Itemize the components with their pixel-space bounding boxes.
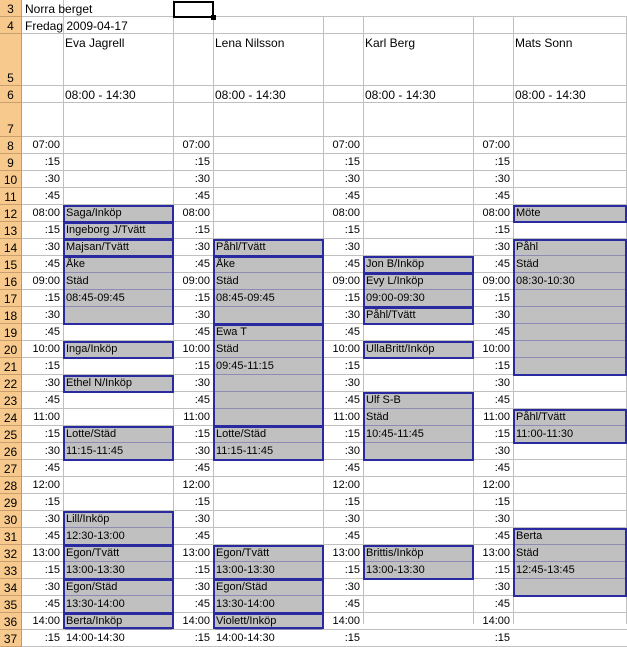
appointment-text: Påhl/Tvätt <box>516 411 566 423</box>
staff-name: Lena Nilsson <box>215 36 285 50</box>
time-slot: :30 <box>44 309 60 321</box>
time-slot: :45 <box>44 394 60 406</box>
time-slot: :30 <box>344 241 360 253</box>
appointment-text: Egon/Städ <box>66 581 118 593</box>
time-slot: :15 <box>494 292 510 304</box>
row-header[interactable]: 29 <box>0 494 22 511</box>
time-slot: :30 <box>44 173 60 185</box>
appointment-text: 13:00-13:30 <box>66 564 125 576</box>
sheet-title: Norra berget <box>25 2 93 16</box>
row-header[interactable]: 17 <box>0 290 22 307</box>
time-slot: :30 <box>44 581 60 593</box>
appointment-text: 08:30-10:30 <box>516 275 575 287</box>
appointment-text: Ingeborg J/Tvätt <box>66 224 146 236</box>
appointment-text: Påhl <box>516 241 539 253</box>
time-slot: :45 <box>494 394 510 406</box>
time-slot: :45 <box>44 258 60 270</box>
appointment-text: 09:00-09:30 <box>366 292 425 304</box>
time-slot: :30 <box>194 513 210 525</box>
time-slot: :45 <box>194 326 210 338</box>
time-slot: 12:00 <box>182 479 210 491</box>
appointment-row-divider <box>515 306 626 307</box>
staff-shift: 08:00 - 14:30 <box>515 88 586 102</box>
time-slot: :15 <box>44 496 60 508</box>
time-slot: :15 <box>194 428 210 440</box>
row-header[interactable]: 20 <box>0 341 22 358</box>
appointment-text: Brittis/Inköp <box>366 547 424 559</box>
row-header[interactable]: 4 <box>0 17 22 34</box>
time-slot: :15 <box>44 360 60 372</box>
time-slot: :15 <box>344 496 360 508</box>
time-slot: 10:00 <box>32 343 60 355</box>
time-slot: :45 <box>344 462 360 474</box>
row-header[interactable]: 27 <box>0 460 22 477</box>
time-slot: :15 <box>494 156 510 168</box>
row-header[interactable]: 5 <box>0 34 22 86</box>
time-slot: :45 <box>194 598 210 610</box>
time-slot: :15 <box>44 428 60 440</box>
time-slot: :15 <box>494 360 510 372</box>
appointment-row-divider <box>215 374 322 375</box>
time-slot: :15 <box>194 156 210 168</box>
staff-name: Eva Jagrell <box>65 36 125 50</box>
appointment-text: 11:00-11:30 <box>516 428 574 440</box>
time-slot: :45 <box>494 326 510 338</box>
active-cell-cursor[interactable] <box>173 1 214 18</box>
staff-name: Karl Berg <box>365 36 416 50</box>
appointment-text: Städ <box>216 343 239 355</box>
time-slot: :30 <box>344 309 360 321</box>
row-header[interactable]: 33 <box>0 562 22 579</box>
time-slot: 10:00 <box>182 343 210 355</box>
appointment-row-divider <box>365 442 472 443</box>
row-header[interactable]: 3 <box>0 0 22 17</box>
appointment-text: 13:00-13:30 <box>366 564 425 576</box>
time-slot: :15 <box>494 224 510 236</box>
appointment-text: Lill/Inköp <box>66 513 110 525</box>
time-slot: :30 <box>344 377 360 389</box>
time-slot: :45 <box>494 530 510 542</box>
row-header[interactable]: 11 <box>0 188 22 205</box>
time-slot: :30 <box>194 377 210 389</box>
appointment-text: Ethel N/Inköp <box>66 377 133 389</box>
row-header[interactable]: 16 <box>0 273 22 290</box>
time-slot: :15 <box>494 428 510 440</box>
row-header[interactable]: 28 <box>0 477 22 494</box>
row-header[interactable]: 36 <box>0 613 22 630</box>
appointment-text: Egon/Tvätt <box>66 547 120 559</box>
row-header[interactable]: 24 <box>0 409 22 426</box>
time-slot: :15 <box>494 564 510 576</box>
row-header[interactable]: 23 <box>0 392 22 409</box>
time-slot: :15 <box>344 632 360 644</box>
time-slot: :45 <box>194 190 210 202</box>
time-slot: :45 <box>344 530 360 542</box>
time-slot: :30 <box>494 241 510 253</box>
row-header[interactable]: 37 <box>0 630 22 647</box>
row-header[interactable]: 19 <box>0 324 22 341</box>
time-slot: 13:00 <box>32 547 60 559</box>
row-header[interactable]: 22 <box>0 375 22 392</box>
staff-shift: 08:00 - 14:30 <box>365 88 436 102</box>
appointment-text: Lotte/Städ <box>216 428 267 440</box>
time-slot: 08:00 <box>332 207 360 219</box>
time-slot: :15 <box>194 496 210 508</box>
appointment-text: 08:45-09:45 <box>66 292 125 304</box>
row-header[interactable]: 25 <box>0 426 22 443</box>
time-slot: :30 <box>494 513 510 525</box>
time-slot: 14:00 <box>482 615 510 627</box>
appointment-text: Åke <box>216 258 235 270</box>
appointment-text: Städ <box>216 275 239 287</box>
appointment-text: Lotte/Städ <box>66 428 117 440</box>
time-slot: :15 <box>494 632 510 644</box>
time-slot: :30 <box>194 173 210 185</box>
time-slot: :30 <box>494 173 510 185</box>
appointment-text: 10:45-11:45 <box>366 428 424 440</box>
row-header[interactable]: 12 <box>0 205 22 222</box>
row-header[interactable]: 9 <box>0 154 22 171</box>
time-slot: 07:00 <box>182 139 210 151</box>
appointment-text: Jon B/Inköp <box>366 258 425 270</box>
time-slot: :30 <box>344 173 360 185</box>
row-header[interactable]: 8 <box>0 137 22 154</box>
row-header[interactable]: 21 <box>0 358 22 375</box>
appointment-text: Ewa T <box>216 326 247 338</box>
time-slot: :30 <box>194 309 210 321</box>
time-slot: 11:00 <box>33 411 60 423</box>
time-slot: :45 <box>194 394 210 406</box>
appointment-text: 13:30-14:00 <box>66 598 125 610</box>
appointment-text: Städ <box>366 411 389 423</box>
appointment-text: Ulf S-B <box>366 394 401 406</box>
time-slot: :15 <box>44 632 60 644</box>
time-slot: :45 <box>344 598 360 610</box>
row-header[interactable]: 15 <box>0 256 22 273</box>
row-header[interactable]: 6 <box>0 86 22 103</box>
time-slot: 13:00 <box>182 547 210 559</box>
time-slot: :45 <box>194 258 210 270</box>
appointment-row-divider <box>515 578 626 579</box>
time-slot: :45 <box>344 258 360 270</box>
row-header[interactable]: 34 <box>0 579 22 596</box>
time-slot: 10:00 <box>482 343 510 355</box>
appointment-row-divider <box>65 306 172 307</box>
time-slot: 08:00 <box>182 207 210 219</box>
time-slot: :30 <box>344 581 360 593</box>
row-header[interactable]: 30 <box>0 511 22 528</box>
time-slot: 07:00 <box>482 139 510 151</box>
time-slot: 12:00 <box>32 479 60 491</box>
time-slot: :30 <box>44 241 60 253</box>
time-slot: :30 <box>494 309 510 321</box>
appointment-row-divider <box>215 391 322 392</box>
time-slot: :15 <box>494 496 510 508</box>
time-slot: 12:00 <box>482 479 510 491</box>
time-slot: :45 <box>494 190 510 202</box>
appointment-row-divider <box>215 408 322 409</box>
time-slot: 11:00 <box>483 411 510 423</box>
time-slot: :15 <box>344 360 360 372</box>
appointment-text: 11:15-11:45 <box>66 445 124 457</box>
staff-shift: 08:00 - 14:30 <box>215 88 286 102</box>
time-slot: :15 <box>344 564 360 576</box>
appointment-row-divider <box>215 306 322 307</box>
time-slot: :30 <box>44 513 60 525</box>
appointment-text: Evy L/Inköp <box>366 275 424 287</box>
row-header[interactable]: 35 <box>0 596 22 613</box>
row-header[interactable]: 7 <box>0 103 22 137</box>
row-header[interactable]: 32 <box>0 545 22 562</box>
appointment-text: Berta/Inköp <box>66 615 123 627</box>
time-slot: 08:00 <box>32 207 60 219</box>
time-slot: 07:00 <box>32 139 60 151</box>
appointment-text: Inga/Inköp <box>66 343 118 355</box>
appointment-text: 11:15-11:45 <box>216 445 274 457</box>
time-slot: :45 <box>194 530 210 542</box>
appointment-text: 12:45-13:45 <box>516 564 575 576</box>
time-slot: :15 <box>44 292 60 304</box>
staff-name: Mats Sonn <box>515 36 573 50</box>
time-slot: 09:00 <box>32 275 60 287</box>
time-slot: 09:00 <box>332 275 360 287</box>
appointment-text: Påhl/Tvätt <box>216 241 266 253</box>
time-slot: :45 <box>44 326 60 338</box>
appointment-text: Städ <box>66 275 89 287</box>
appointment-text: Städ <box>516 547 539 559</box>
time-slot: :30 <box>194 445 210 457</box>
time-slot: :30 <box>494 445 510 457</box>
time-slot: 07:00 <box>332 139 360 151</box>
time-slot: :30 <box>44 445 60 457</box>
time-slot: 13:00 <box>332 547 360 559</box>
time-slot: :15 <box>194 292 210 304</box>
time-slot: :45 <box>494 258 510 270</box>
time-slot: :30 <box>194 241 210 253</box>
time-slot: 13:00 <box>482 547 510 559</box>
time-slot: 08:00 <box>482 207 510 219</box>
time-slot: 10:00 <box>332 343 360 355</box>
time-slot: :15 <box>44 156 60 168</box>
time-slot: 09:00 <box>482 275 510 287</box>
appointment-row-divider <box>515 289 626 290</box>
time-slot: :45 <box>344 190 360 202</box>
appointment-text: Åke <box>66 258 85 270</box>
appointment-text: Majsan/Tvätt <box>66 241 129 253</box>
appointment-text: Städ <box>516 258 539 270</box>
time-slot: :30 <box>44 377 60 389</box>
time-slot: :15 <box>194 632 210 644</box>
time-slot: :45 <box>194 462 210 474</box>
time-slot: 12:00 <box>332 479 360 491</box>
row-header[interactable]: 10 <box>0 171 22 188</box>
row-header[interactable]: 13 <box>0 222 22 239</box>
time-slot: :15 <box>44 224 60 236</box>
time-slot: 14:00 <box>182 615 210 627</box>
gridline-h <box>22 85 627 86</box>
appointment-text: 08:45-09:45 <box>216 292 275 304</box>
time-slot: 11:00 <box>333 411 360 423</box>
appointment-text: 14:00-14:30 <box>216 632 275 644</box>
staff-shift: 08:00 - 14:30 <box>65 88 136 102</box>
appointment-text: 14:00-14:30 <box>66 632 125 644</box>
sheet-date: Fredag 2009-04-17 <box>25 19 128 33</box>
time-slot: :45 <box>44 190 60 202</box>
appointment-text: Egon/Städ <box>216 581 268 593</box>
row-header[interactable]: 26 <box>0 443 22 460</box>
appointment-row-divider <box>515 340 626 341</box>
time-slot: :15 <box>344 224 360 236</box>
time-slot: :15 <box>194 564 210 576</box>
time-slot: :45 <box>44 462 60 474</box>
appointment-text: Saga/Inköp <box>66 207 122 219</box>
appointment-text: 13:30-14:00 <box>216 598 275 610</box>
appointment-text: 13:00-13:30 <box>216 564 275 576</box>
appointment-text: Påhl/Tvätt <box>366 309 416 321</box>
time-slot: :45 <box>494 462 510 474</box>
appointment-text: UllaBritt/Inköp <box>366 343 435 355</box>
appointment-text: 09:45-11:15 <box>216 360 274 372</box>
time-slot: :45 <box>344 394 360 406</box>
appointment-text: Egon/Tvätt <box>216 547 270 559</box>
time-slot: :15 <box>194 224 210 236</box>
appointment-row-divider <box>515 323 626 324</box>
time-slot: :15 <box>44 564 60 576</box>
time-slot: :15 <box>344 292 360 304</box>
time-slot: :15 <box>344 428 360 440</box>
time-slot: 09:00 <box>182 275 210 287</box>
time-slot: :45 <box>344 326 360 338</box>
row-header[interactable]: 18 <box>0 307 22 324</box>
time-slot: :30 <box>494 581 510 593</box>
appointment-row-divider <box>515 357 626 358</box>
time-slot: :30 <box>344 445 360 457</box>
appointment-text: 12:30-13:00 <box>66 530 125 542</box>
time-slot: 11:00 <box>183 411 210 423</box>
row-header[interactable]: 31 <box>0 528 22 545</box>
time-slot: :30 <box>494 377 510 389</box>
time-slot: :45 <box>44 530 60 542</box>
appointment-text: Violett/Inköp <box>216 615 277 627</box>
time-slot: :15 <box>194 360 210 372</box>
row-header[interactable]: 14 <box>0 239 22 256</box>
time-slot: :45 <box>494 598 510 610</box>
time-slot: 14:00 <box>332 615 360 627</box>
appointment-text: Berta <box>516 530 543 542</box>
time-slot: :30 <box>344 513 360 525</box>
time-slot: 14:00 <box>32 615 60 627</box>
time-slot: :45 <box>44 598 60 610</box>
time-slot: :30 <box>194 581 210 593</box>
appointment-text: Möte <box>516 207 541 219</box>
time-slot: :15 <box>344 156 360 168</box>
